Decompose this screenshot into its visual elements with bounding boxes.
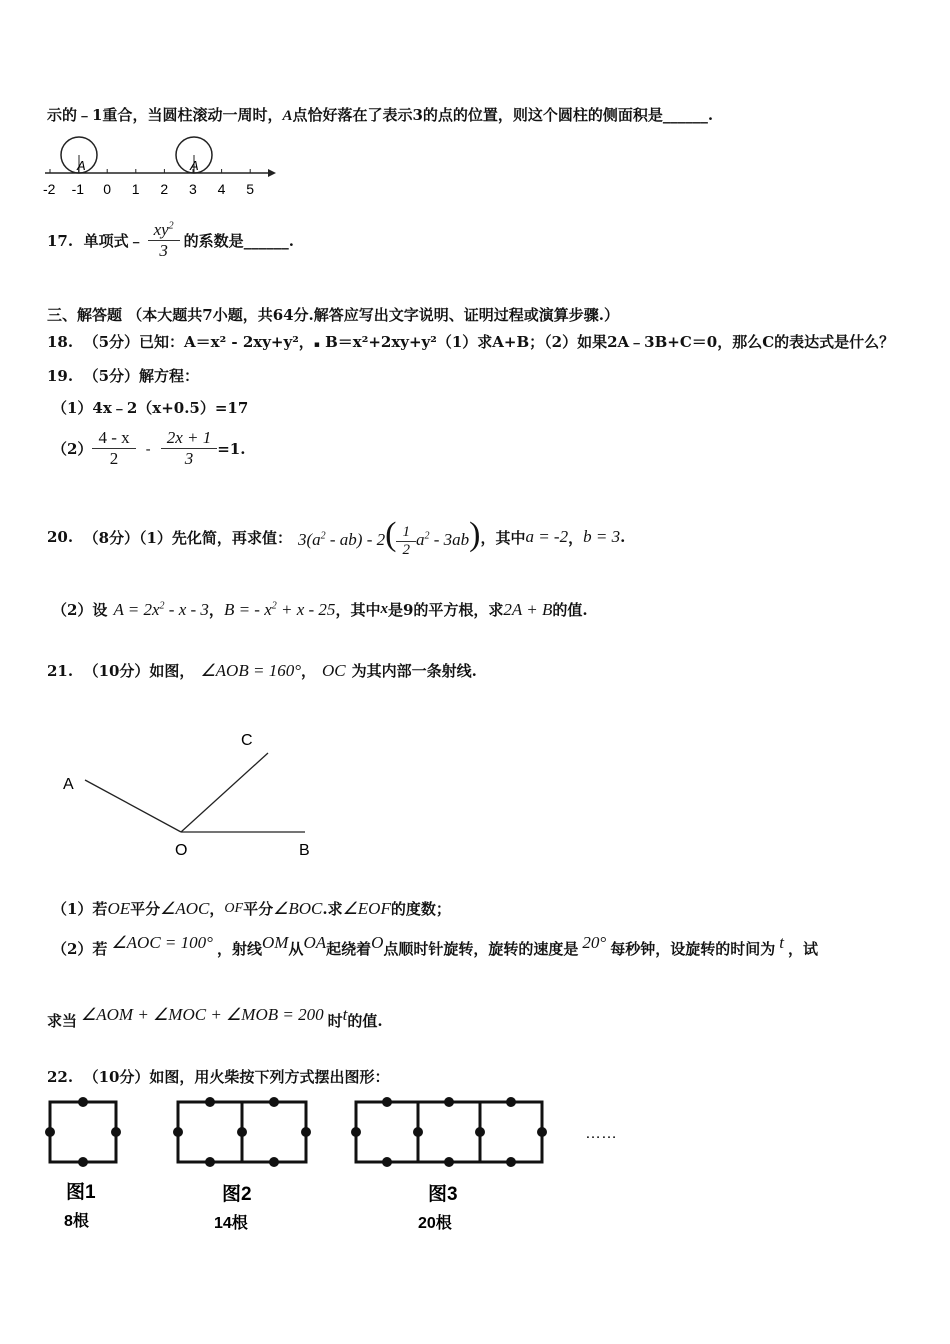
q19-fraction-2: $\frac{2x + 1}{3}$: [161, 428, 218, 469]
q20-A-expr: $A = 2x^2 - x - 3$: [113, 599, 209, 619]
q19-part1: （1）4x﹣2（x+0.5）=17: [52, 399, 249, 417]
tick-label: 3: [189, 181, 197, 197]
q16-text2: 点恰好落在了表示3的点的位置，则这个圆柱的侧面积是: [292, 106, 663, 124]
q20-b-value: b = 3: [583, 527, 621, 547]
q22-ellipsis: ……: [585, 1125, 617, 1142]
q16-blank[interactable]: ______: [662, 106, 708, 124]
fig-label-C: C: [241, 732, 253, 749]
q20-target: 2A + B: [503, 599, 553, 619]
fig-label-B: B: [299, 842, 310, 859]
q16-tail-line: 示的﹣1重合，当圆柱滚动一周时，A点恰好落在了表示3的点的位置，则这个圆柱的侧面积是______.: [47, 106, 714, 124]
q21-line: 21. （10分）如图， ∠AOB = 160° ， OC 为其内部一条射线.: [47, 660, 477, 680]
fig1-label: 图1: [66, 1182, 96, 1203]
tick-label: 2: [160, 181, 169, 197]
q22-matchstick-figures: [40, 1092, 640, 1242]
q16-fig-label-A2: A: [190, 158, 199, 173]
q19-line: 19. （5分）解方程：: [47, 367, 200, 385]
q20-B-expr: B = - $x^2 + x - 25$: [223, 599, 336, 619]
q21-angle-figure: [55, 725, 335, 865]
tick-label: -1: [71, 181, 85, 197]
q17-blank[interactable]: ______: [243, 231, 289, 250]
fig3-label: 图3: [428, 1184, 458, 1205]
tick-label: 4: [217, 181, 226, 197]
fig-label-O: O: [175, 842, 188, 859]
tick-label: -2: [43, 181, 56, 197]
q18-line: 18. （5分）已知：A＝x² - 2xy+y²，▪ B＝x²+2xy+y²（1）求A+B；（2）如果2A﹣3B+C＝0，那么C的表达式是什么？: [47, 333, 895, 351]
q20-part1: 20. （8分）（1）先化简，再求值： $3(a^2 - ab) - 2$( $\frac{1}{2}$ $a^2 - 3ab$) ，其中 a = -2 ， b = 3 .: [47, 516, 626, 558]
q21-part1: （1）若 OE 平分 ∠AOC ， OF 平分 ∠BOC .求 ∠EOF 的度数；: [52, 898, 451, 918]
q17-line: 17. 单项式﹣ $\frac{xy^2}{3}$ 的系数是 ______ .: [47, 220, 294, 260]
fig2-count: 14根: [214, 1215, 248, 1232]
section-3-heading: 三、解答题 （本大题共7小题，共64分.解答应写出文字说明、证明过程或演算步骤.）: [47, 306, 620, 324]
tick-label: 5: [246, 181, 254, 197]
fig2-label: 图2: [222, 1184, 252, 1205]
q21-part2: （2）若 ∠AOC = 100° ，射线 OM 从 OA 起绕着 O 点顺时针旋转，旋转的速度是 20° 每秒钟，设旋转的时间为 t ，试: [52, 932, 818, 958]
q16-number-line-figure: [40, 128, 280, 204]
fig1-count: 8根: [64, 1213, 89, 1230]
q19-part2: （2） $\frac{4 - x}{2}$ - $\frac{2x + 1}{3}$ =1.: [52, 428, 246, 468]
tick-label: 0: [103, 181, 111, 197]
fig3-count: 20根: [418, 1215, 452, 1232]
q20-part2: （2）设 $A = 2x^2 - x - 3$ ， B = - $x^2 + x - 25$ ，其中 x 是9的平方根，求 2A + B 的值.: [52, 599, 588, 619]
q19-fraction-1: $\frac{4 - x}{2}$: [92, 428, 135, 469]
q21-ray: OC: [322, 660, 346, 680]
ray-OC: [181, 753, 268, 832]
ray-OA: [85, 780, 181, 832]
fig-label-A: A: [63, 776, 74, 793]
q20-expression: $3(a^2 - ab) - 2$( $\frac{1}{2}$ $a^2 - 3ab$): [297, 516, 481, 558]
q16-fig-label-A1: A: [77, 158, 86, 173]
q21-part2-line2: 求当 ∠AOM + ∠MOC + ∠MOB = 200 时 t 的值.: [47, 1004, 383, 1030]
q16-text: 示的﹣1重合，当圆柱滚动一周时，: [47, 106, 283, 124]
q16-point-A: A: [282, 108, 293, 124]
tick-label: 1: [131, 181, 140, 197]
q20-a-value: a = -2: [525, 527, 569, 547]
q22-line: 22. （10分）如图，用火柴按下列方式摆出图形：: [47, 1068, 390, 1086]
q17-fraction: $\frac{xy^2}{3}$: [148, 220, 180, 261]
q21-angle: ∠AOB = 160°: [200, 660, 301, 680]
